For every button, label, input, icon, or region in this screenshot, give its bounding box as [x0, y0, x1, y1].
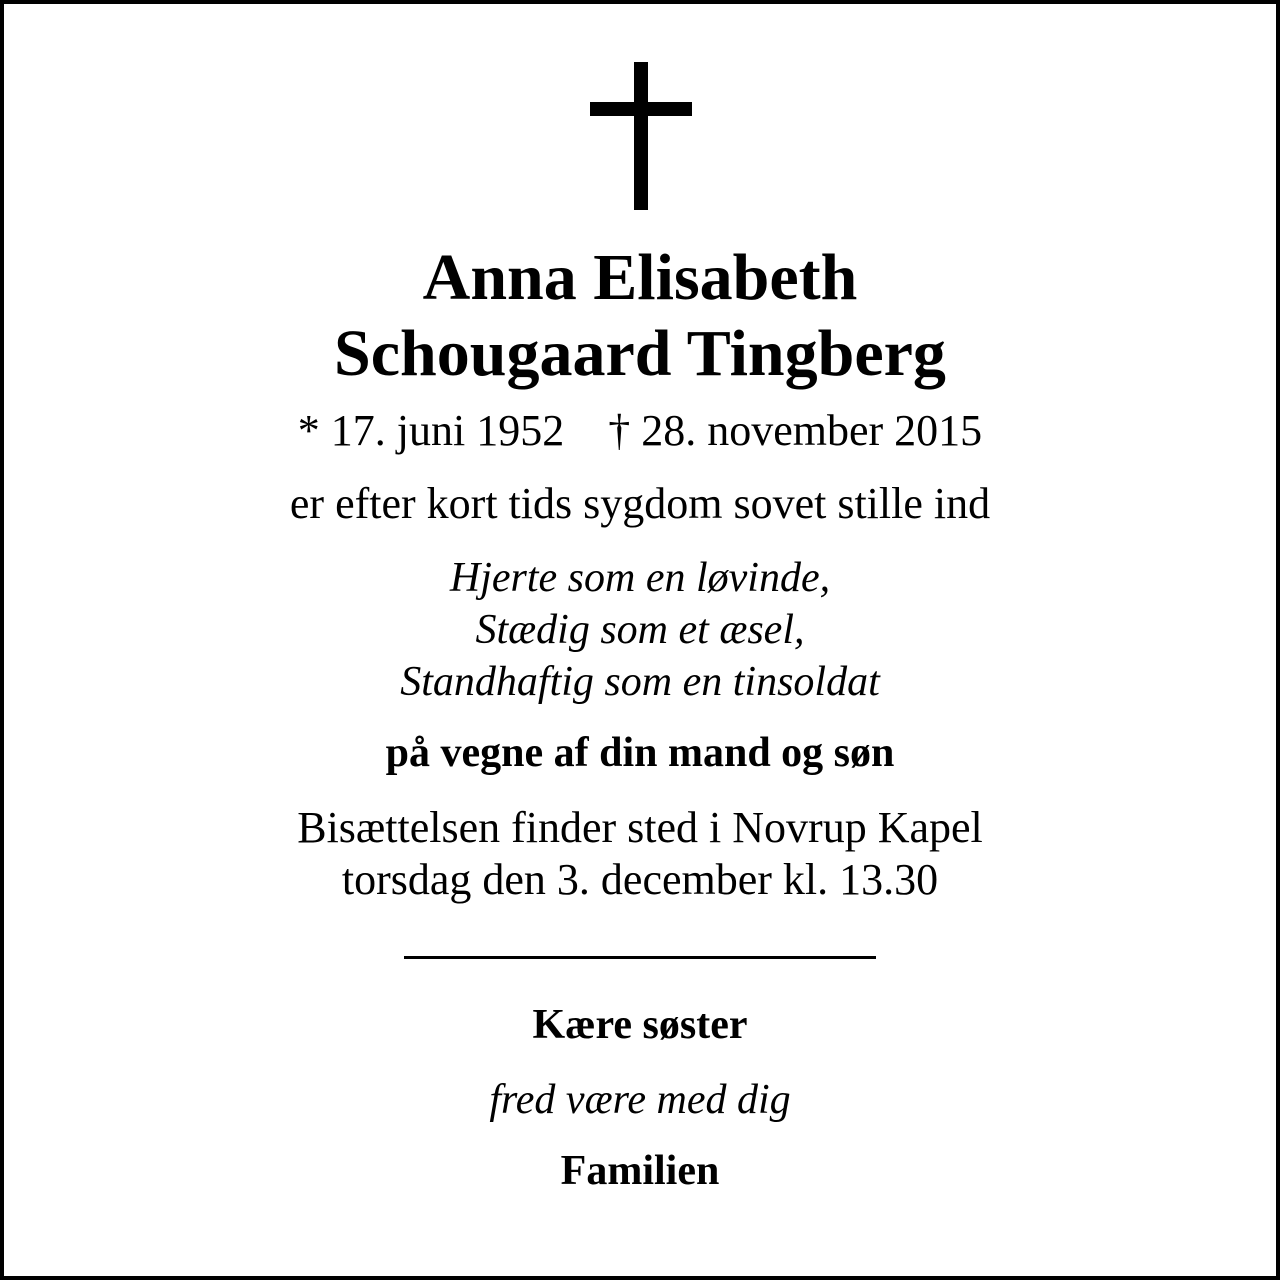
- latin-cross-icon: [590, 62, 692, 210]
- cross-vertical-bar: [634, 62, 648, 210]
- verse-line-3: Standhaftig som en tinsoldat: [400, 659, 880, 705]
- life-dates: [0, 406, 1280, 456]
- announcement-text: er efter kort tids sygdom sovet stille ind: [289, 479, 991, 528]
- second-notice-wish: fred være med dig: [489, 1077, 791, 1123]
- divider-rule: [404, 956, 876, 959]
- death-date: † 28. november 2015: [608, 406, 983, 455]
- verse-line-1: Hjerte som en løvinde,: [449, 555, 831, 601]
- deceased-name-first-line: Anna Elisabeth: [422, 241, 858, 314]
- second-notice-signature: Familien: [560, 1148, 720, 1194]
- verse-line-2: Stædig som et æsel,: [475, 607, 805, 653]
- cross-horizontal-bar: [590, 102, 692, 116]
- funeral-time: torsdag den 3. december kl. 13.30: [341, 855, 939, 904]
- birth-date: * 17. juni 1952: [297, 406, 565, 455]
- deceased-name-second-line: Schougaard Tingberg: [334, 317, 946, 390]
- second-notice-greeting: Kære søster: [532, 1002, 748, 1048]
- funeral-location: Bisættelsen finder sted i Novrup Kapel: [297, 803, 983, 852]
- on-behalf-text: på vegne af din mand og søn: [385, 730, 895, 776]
